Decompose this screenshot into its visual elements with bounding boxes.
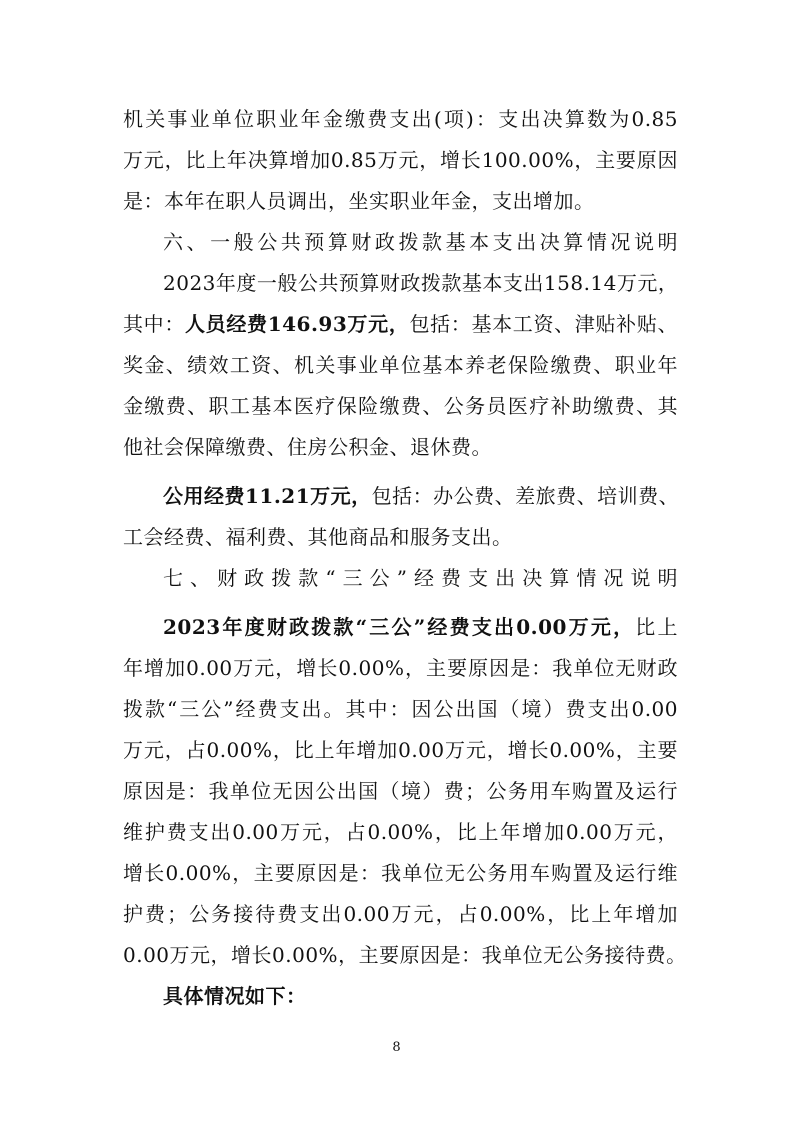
paragraph-line: 是：本年在职人员调出，坐实职业年金，支出增加。 [123, 189, 595, 213]
text-run: 包括：基本工资、津贴补贴、 [409, 312, 678, 336]
section-heading-7: 七、财政拨款“三公”经费支出决算情况说明 [163, 566, 678, 590]
paragraph-line: 万元，占0.00%，比上年增加0.00万元，增长0.00%，主要 [123, 738, 678, 762]
paragraph-line: 2023年度一般公共预算财政拨款基本支出158.14万元， [163, 271, 679, 295]
paragraph-line: 0.00万元，增长0.00%，主要原因是：我单位无公务接待费。 [123, 943, 687, 967]
paragraph-line: 奖金、绩效工资、机关事业单位基本养老保险缴费、职业年 [123, 353, 678, 377]
paragraph-line [163, 483, 678, 509]
paragraph-line: 万元，比上年决算增加0.85万元，增长100.00%，主要原因 [123, 148, 678, 172]
paragraph-line: 金缴费、职工基本医疗保险缴费、公务员医疗补助缴费、其 [123, 394, 678, 418]
public-expense-highlight: 公用经费11.21万元， [163, 484, 372, 508]
text-run: 包括：办公费、差旅费、培训费、 [371, 484, 680, 508]
section-heading-6: 六、一般公共预算财政拨款基本支出决算情况说明 [163, 230, 678, 254]
personnel-expense-highlight: 人员经费146.93万元， [185, 312, 410, 336]
paragraph-line [163, 614, 678, 640]
paragraph-line [123, 311, 678, 337]
paragraph-line: 维护费支出0.00万元，占0.00%，比上年增加0.00万元， [123, 820, 678, 844]
paragraph-line: 年增加0.00万元，增长0.00%，主要原因是：我单位无财政 [123, 656, 678, 680]
details-heading: 具体情况如下： [163, 984, 307, 1008]
paragraph-line: 机关事业单位职业年金缴费支出(项)：支出决算数为0.85 [123, 107, 678, 131]
paragraph-line: 他社会保障缴费、住房公积金、退休费。 [123, 435, 492, 459]
three-public-expense-highlight: 2023年度财政拨款“三公”经费支出0.00万元， [163, 615, 636, 639]
paragraph-line: 护费；公务接待费支出0.00万元，占0.00%，比上年增加 [123, 902, 678, 926]
page-number: 8 [392, 1040, 401, 1055]
paragraph-line: 增长0.00%，主要原因是：我单位无公务用车购置及运行维 [123, 861, 678, 885]
paragraph-line: 原因是：我单位无因公出国（境）费；公务用车购置及运行 [123, 779, 678, 803]
paragraph-line: 工会经费、福利费、其他商品和服务支出。 [123, 525, 513, 549]
paragraph-line: 拨款“三公”经费支出。其中：因公出国（境）费支出0.00 [123, 697, 678, 721]
text-run: 比上 [635, 615, 679, 639]
text-run: 其中： [123, 312, 186, 336]
